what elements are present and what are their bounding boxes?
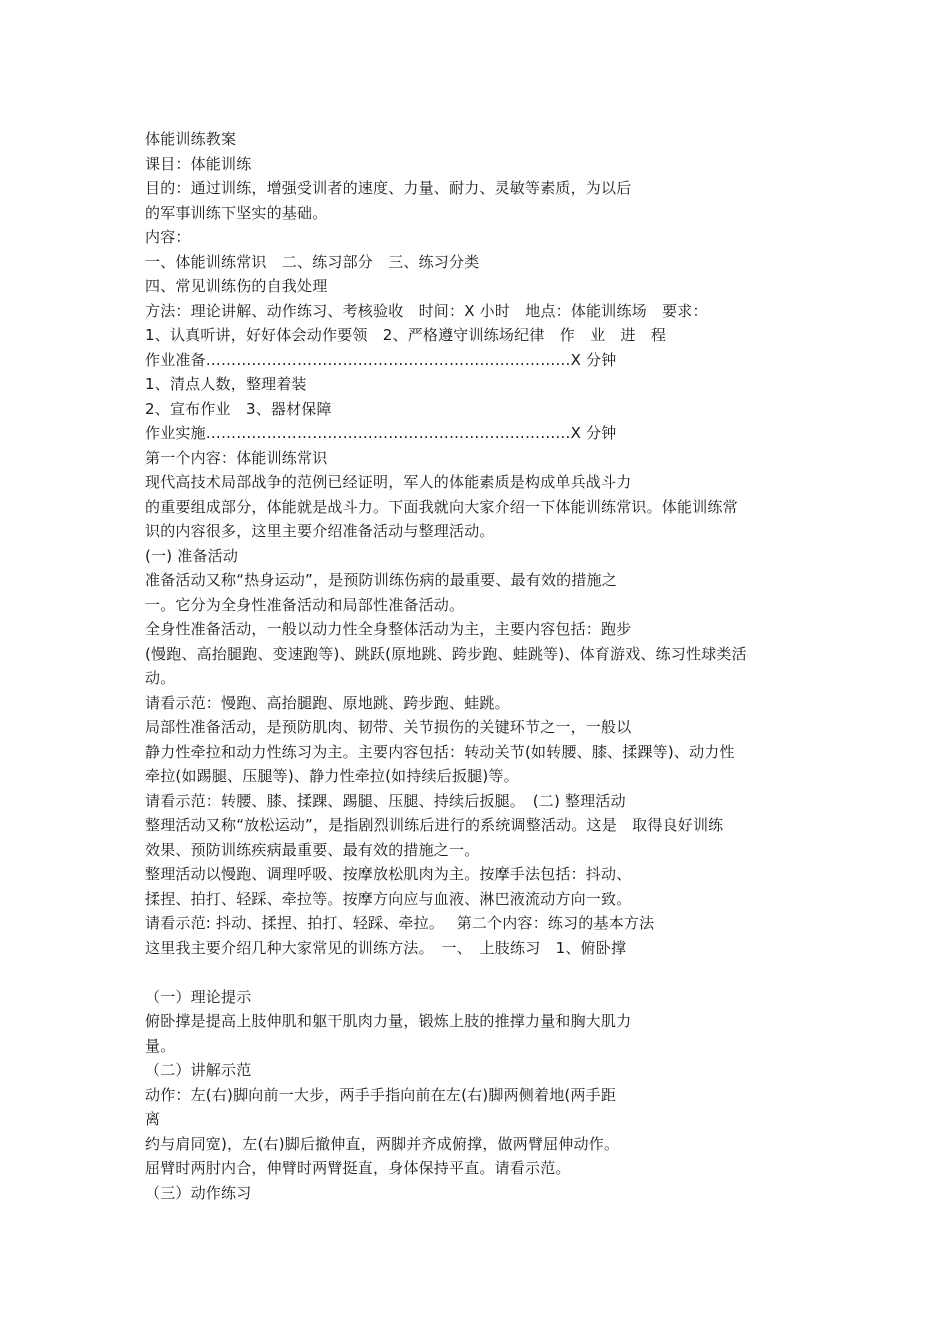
subsection-heading: （二）讲解示范	[145, 1061, 252, 1079]
paragraph-line: 效果、预防训练疾病最重要、最有效的措施之一。	[145, 840, 480, 859]
content-items-line: 一、体能训练常识 二、练习部分 三、练习分类	[145, 252, 480, 271]
paragraph-line: 这里我主要介绍几种大家常见的训练方法。 一、 上肢练习 1、俯卧撑	[145, 938, 627, 957]
paragraph-line: 准备活动又称“热身运动”，是预防训练伤病的最重要、最有效的措施之	[145, 571, 617, 589]
demo-line: 请看示范：慢跑、高抬腿跑、原地跳、跨步跑、蛙跳。	[145, 693, 510, 712]
paragraph-line: 的重要组成部分，体能就是战斗力。下面我就向大家介绍一下体能训练常识。体能训练常	[145, 497, 738, 516]
content-items-line: 四、常见训练伤的自我处理	[145, 277, 328, 295]
purpose-line-cont: 的军事训练下坚实的基础。	[145, 203, 328, 222]
content-heading: 内容：	[145, 228, 191, 246]
paragraph-line: 屈臂时两肘内合，伸臂时两臂挺直，身体保持平直。请看示范。	[145, 1159, 571, 1177]
demo-line: 请看示范：转腰、膝、揉踝、踢腿、压腿、持续后扳腿。 (二) 整理活动	[145, 791, 626, 810]
subsection-heading: (一) 准备活动	[145, 546, 239, 565]
document-title: 体能训练教案	[145, 130, 237, 148]
paragraph-line: 整理活动又称“放松运动”，是指剧烈训练后进行的系统调整活动。这是 取得良好训练	[145, 816, 724, 834]
subsection-heading: （三）动作练习	[145, 1183, 252, 1202]
paragraph-line: 量。	[145, 1036, 176, 1055]
paragraph-line: 俯卧撑是提高上肢伸肌和躯干肌肉力量，锻炼上肢的推撑力量和胸大肌力	[145, 1012, 632, 1030]
paragraph-line: 动作：左(右)脚向前一大步，两手手指向前在左(右)脚两侧着地(两手距	[145, 1085, 617, 1104]
paragraph-line: 约与肩同宽)，左(右)脚后撤伸直，两脚并齐成俯撑，做两臂屈伸动作。	[145, 1134, 620, 1153]
paragraph-line: 现代高技术局部战争的范例已经证明，军人的体能素质是构成单兵战斗力	[145, 473, 632, 491]
paragraph-line: 整理活动以慢跑、调理呼吸、按摩放松肌肉为主。按摩手法包括：抖动、	[145, 865, 632, 883]
method-line: 方法：理论讲解、动作练习、考核验收 时间：X 小时 地点：体能训练场 要求：	[145, 301, 708, 320]
paragraph-line: 局部性准备活动，是预防肌肉、韧带、关节损伤的关键环节之一，一般以	[145, 718, 632, 736]
paragraph-line: 牵拉(如踢腿、压腿等)、静力性牵拉(如持续后扳腿)等。	[145, 767, 519, 785]
requirements-line: 1、认真听讲，好好体会动作要领 2、严格遵守训练场纪律 作 业 进 程	[145, 326, 667, 344]
demo-line: 请看示范: 抖动、揉捏、拍打、轻踩、牵拉。 第二个内容：练习的基本方法	[145, 914, 655, 932]
blank-line	[145, 960, 825, 985]
prep-step-line: 2、宣布作业 3、器材保障	[145, 399, 332, 418]
paragraph-line: 全身性准备活动，一般以动力性全身整体活动为主，主要内容包括：跑步	[145, 620, 632, 638]
paragraph-line: 静力性牵拉和动力性练习为主。主要内容包括：转动关节(如转腰、膝、揉踝等)、动力性	[145, 742, 735, 761]
implementation-schedule-line: 作业实施………………………………………………………………X 分钟	[145, 424, 617, 442]
prep-step-line: 1、清点人数，整理着装	[145, 375, 307, 393]
purpose-line: 目的：通过训练，增强受训者的速度、力量、耐力、灵敏等素质，为以后	[145, 179, 632, 197]
paragraph-line: (慢跑、高抬腿跑、变速跑等)、跳跃(原地跳、跨步跑、蛙跳等)、体育游戏、练习性球类活	[145, 644, 747, 663]
subject-line: 课目：体能训练	[145, 154, 252, 173]
prep-schedule-line: 作业准备………………………………………………………………X 分钟	[145, 350, 617, 369]
paragraph-line: 一。它分为全身性准备活动和局部性准备活动。	[145, 595, 465, 614]
section-heading: 第一个内容：体能训练常识	[145, 448, 328, 467]
paragraph-line: 揉捏、拍打、轻踩、牵拉等。按摩方向应与血液、淋巴液流动方向一致。	[145, 889, 632, 908]
paragraph-line: 识的内容很多，这里主要介绍准备活动与整理活动。	[145, 522, 495, 540]
paragraph-line: 动。	[145, 669, 176, 687]
paragraph-line: 离	[145, 1110, 161, 1128]
subsection-heading: （一）理论提示	[145, 987, 252, 1006]
document-body	[145, 127, 825, 1205]
